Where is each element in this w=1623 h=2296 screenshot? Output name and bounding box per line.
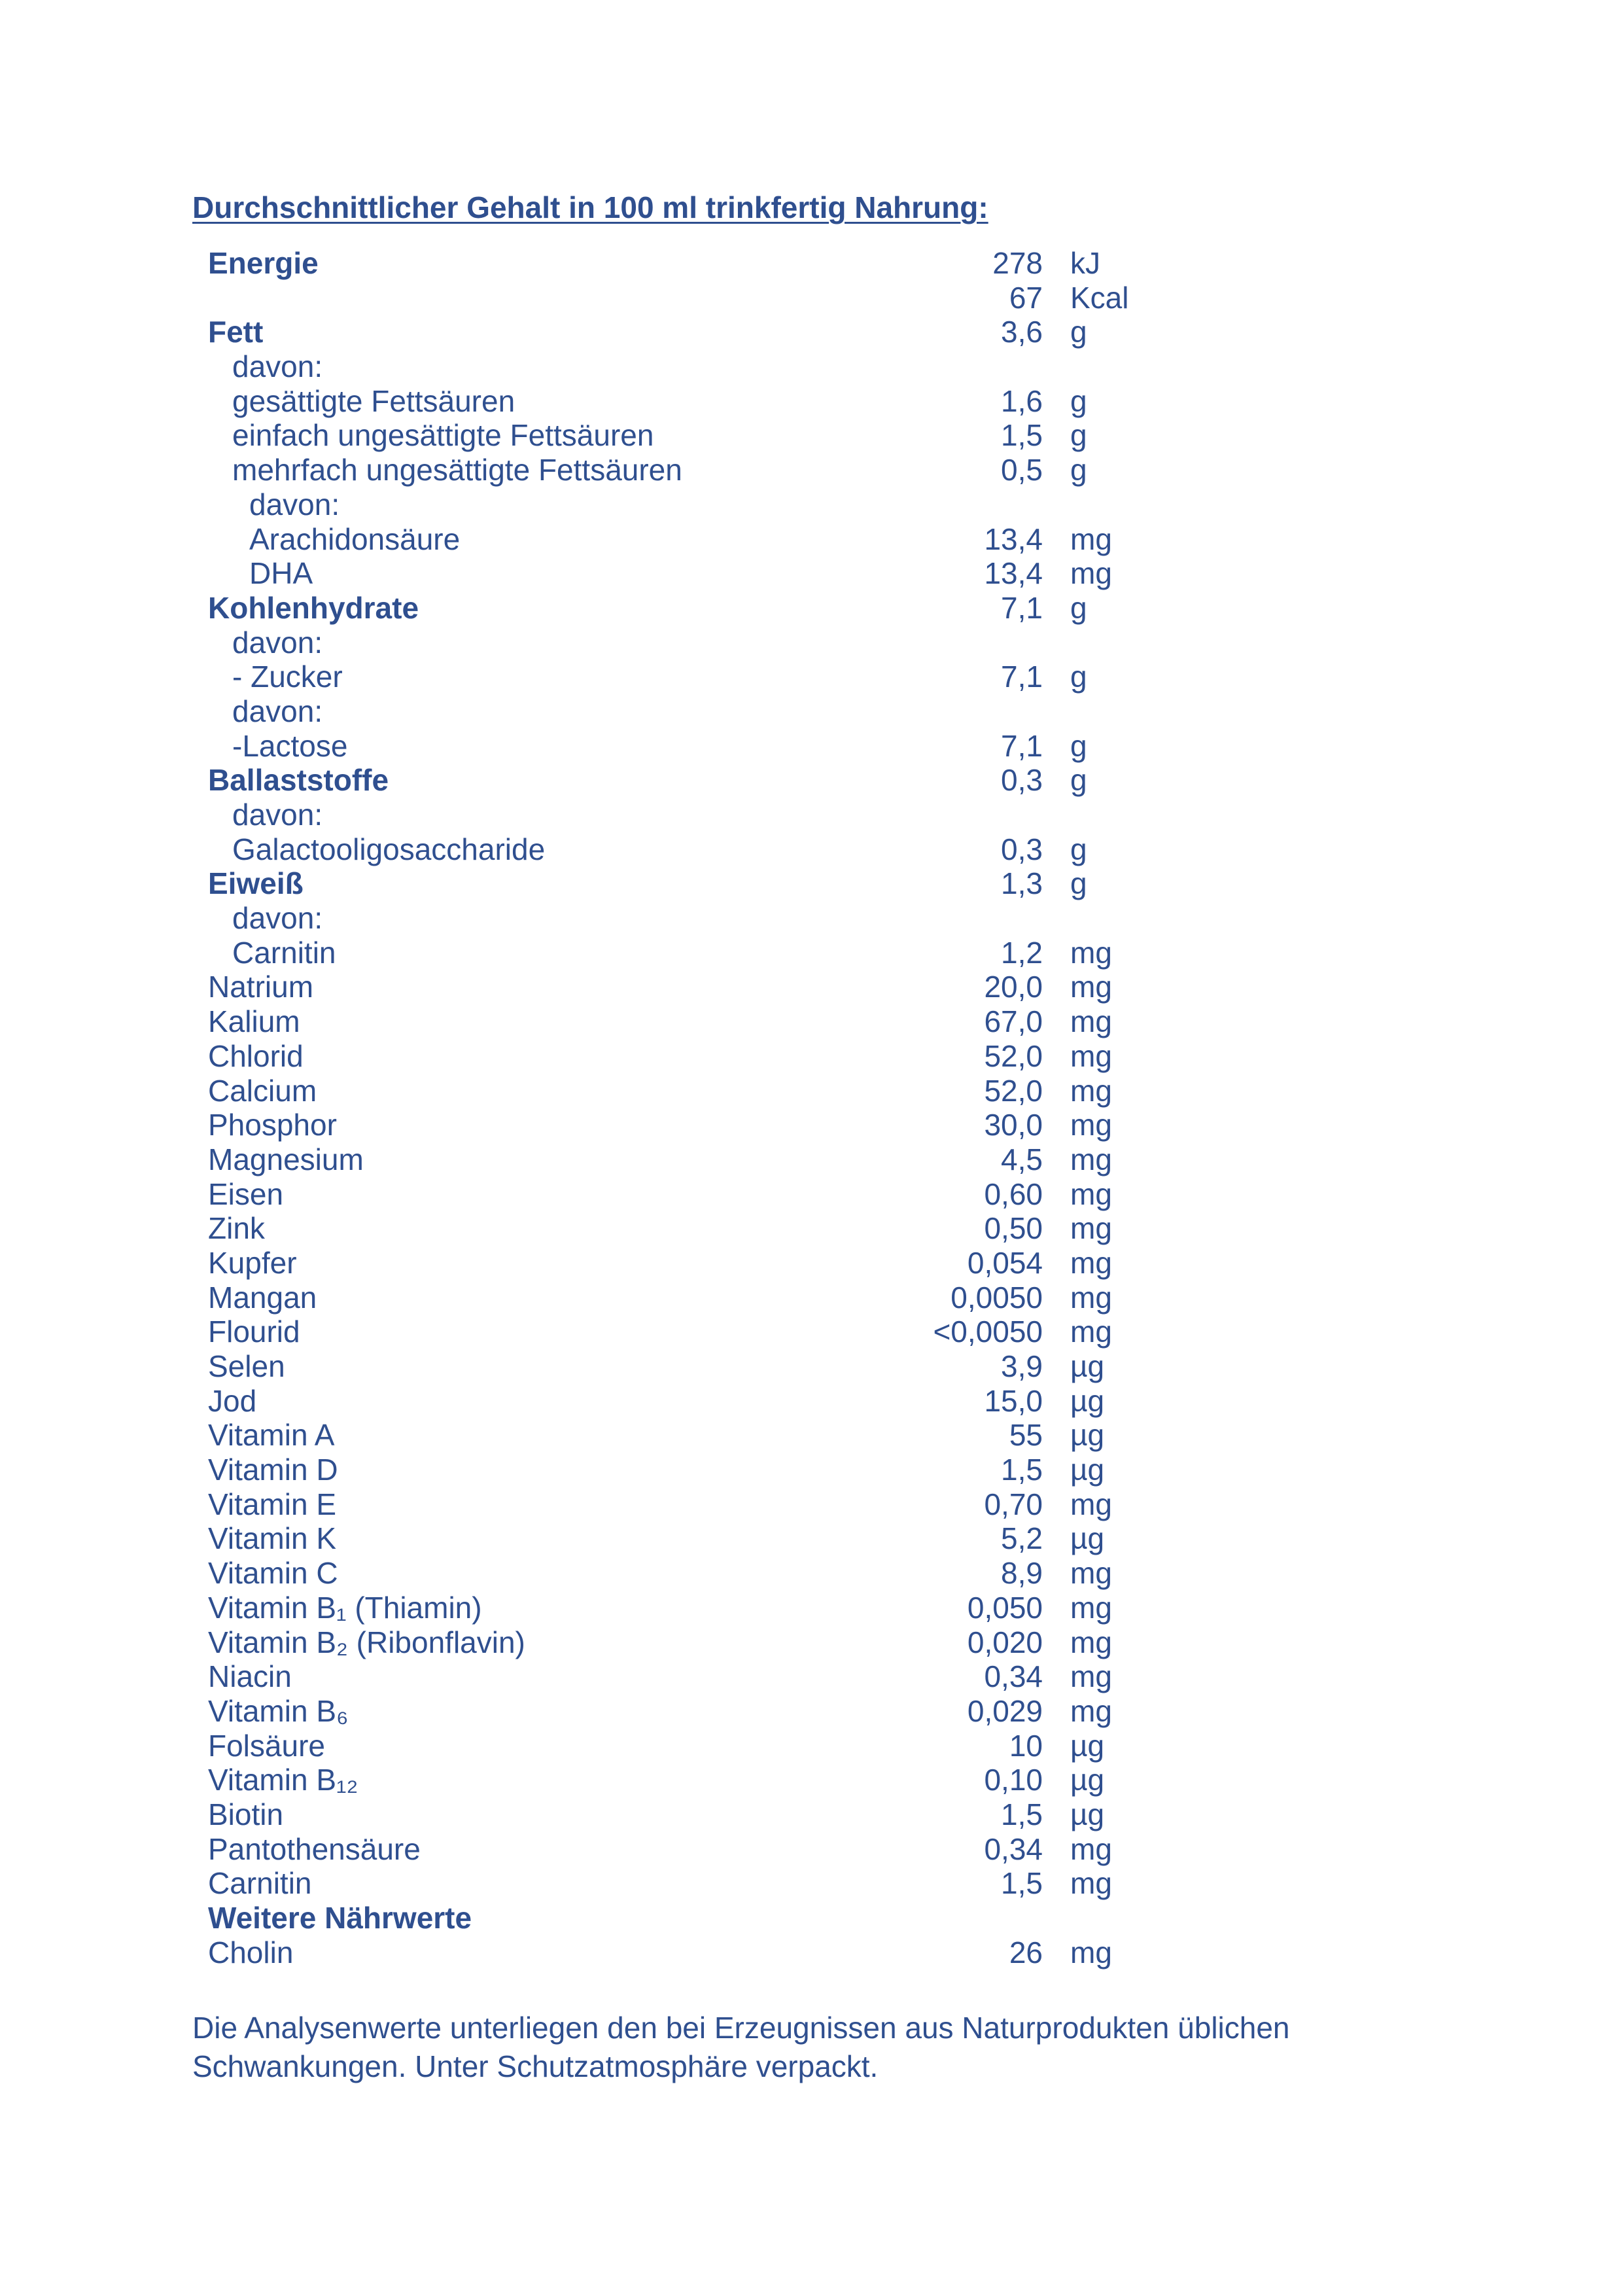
nutrient-value: 0,70	[984, 1487, 1043, 1521]
nutrient-row	[208, 866, 1189, 901]
nutrient-value: <0,0050	[933, 1315, 1043, 1349]
nutrient-value: 7,1	[1001, 728, 1043, 763]
nutrient-value: 67	[1009, 280, 1043, 315]
nutrient-label: Niacin	[208, 1659, 292, 1694]
nutrient-unit: µg	[1070, 1453, 1105, 1487]
nutrient-label: Kalium	[208, 1004, 300, 1039]
nutrient-row	[208, 1384, 1189, 1419]
nutrient-row	[208, 1074, 1189, 1108]
nutrient-unit: mg	[1070, 1590, 1112, 1625]
nutrient-label: Mangan	[208, 1280, 317, 1315]
nutrient-unit: mg	[1070, 1176, 1112, 1211]
nutrient-label: Vitamin B₂ (Ribonflavin)	[208, 1625, 525, 1659]
nutrient-row	[208, 1521, 1189, 1556]
nutrient-unit: µg	[1070, 1763, 1105, 1797]
nutrient-label: Carnitin	[208, 1866, 312, 1901]
nutrient-label: Kohlenhydrate	[208, 590, 419, 625]
nutrient-unit: mg	[1070, 1315, 1112, 1349]
nutrient-row	[208, 591, 1189, 626]
nutrient-label: davon:	[232, 625, 323, 660]
footer-note: Die Analysenwerte unterliegen den bei Erzeugnissen aus Naturprodukten üblichen Schwankungen. Unter Schutzatmosphäre verpackt.	[192, 2011, 1290, 2083]
nutrient-value: 1,5	[1001, 1797, 1043, 1831]
nutrient-unit: g	[1070, 315, 1087, 349]
nutrient-label: mehrfach ungesättigte Fettsäuren	[232, 453, 682, 487]
nutrient-label: Eiweiß	[208, 866, 304, 901]
nutrient-value: 0,0050	[951, 1280, 1043, 1315]
nutrient-row	[208, 1625, 1189, 1660]
nutrient-row	[208, 1211, 1189, 1246]
nutrient-label: Selen	[208, 1349, 285, 1383]
nutrient-row	[208, 626, 1189, 660]
nutrient-label: Biotin	[208, 1797, 284, 1831]
nutrient-value: 13,4	[984, 521, 1043, 556]
nutrient-value: 10	[1009, 1728, 1043, 1763]
nutrient-value: 0,020	[967, 1625, 1043, 1659]
nutrient-row	[208, 1866, 1189, 1901]
nutrient-unit: mg	[1070, 1108, 1112, 1142]
nutrient-unit: mg	[1070, 1487, 1112, 1521]
nutrient-row	[208, 1763, 1189, 1797]
nutrient-unit: mg	[1070, 1866, 1112, 1901]
nutrient-row	[208, 1487, 1189, 1522]
nutrient-unit: mg	[1070, 1280, 1112, 1315]
nutrient-label: Vitamin D	[208, 1453, 338, 1487]
nutrient-label: DHA	[249, 556, 313, 591]
nutrient-unit: µg	[1070, 1728, 1105, 1763]
nutrient-unit: g	[1070, 866, 1087, 901]
nutrient-row	[208, 418, 1189, 453]
nutrient-row	[208, 763, 1189, 798]
nutrient-unit: mg	[1070, 935, 1112, 970]
nutrient-value: 1,5	[1001, 1453, 1043, 1487]
nutrient-value: 7,1	[1001, 590, 1043, 625]
nutrient-label: Kupfer	[208, 1245, 297, 1280]
nutrient-label: Cholin	[208, 1935, 294, 1969]
nutrient-label: davon:	[232, 901, 323, 936]
nutrient-label: - Zucker	[232, 660, 343, 694]
nutrient-row	[208, 1039, 1189, 1074]
nutrient-value: 1,2	[1001, 935, 1043, 970]
nutrient-row	[208, 1797, 1189, 1832]
nutrient-label: Magnesium	[208, 1142, 364, 1176]
nutrient-value: 0,054	[967, 1245, 1043, 1280]
nutrient-value: 4,5	[1001, 1142, 1043, 1176]
nutrient-row	[208, 1004, 1189, 1039]
nutrient-value: 278	[992, 246, 1043, 280]
nutrient-label: Arachidonsäure	[249, 521, 461, 556]
nutrient-label: Energie	[208, 246, 319, 280]
nutrient-value: 30,0	[984, 1108, 1043, 1142]
nutrient-row	[208, 1349, 1189, 1384]
nutrient-label: Folsäure	[208, 1728, 325, 1763]
nutrient-unit: g	[1070, 453, 1087, 487]
nutrient-value: 0,5	[1001, 453, 1043, 487]
nutrient-unit: mg	[1070, 1831, 1112, 1866]
nutrient-row	[208, 1729, 1189, 1763]
nutrient-value: 20,0	[984, 970, 1043, 1004]
nutrient-row	[208, 1832, 1189, 1867]
nutrient-unit: mg	[1070, 1659, 1112, 1694]
nutrient-value: 15,0	[984, 1383, 1043, 1418]
nutrient-row	[208, 1108, 1189, 1142]
nutrient-unit: mg	[1070, 521, 1112, 556]
nutrient-unit: g	[1070, 383, 1087, 418]
nutrient-label: Phosphor	[208, 1108, 337, 1142]
nutrient-row	[208, 694, 1189, 729]
nutrient-label: davon:	[232, 694, 323, 728]
nutrient-value: 13,4	[984, 556, 1043, 591]
nutrient-unit: mg	[1070, 1004, 1112, 1039]
nutrient-value: 5,2	[1001, 1521, 1043, 1556]
nutrient-unit: mg	[1070, 1625, 1112, 1659]
nutrient-unit: mg	[1070, 1693, 1112, 1728]
nutrient-value: 0,34	[984, 1831, 1043, 1866]
nutrient-label: Pantothensäure	[208, 1831, 421, 1866]
nutrient-label: davon:	[232, 349, 323, 384]
nutrient-unit: g	[1070, 590, 1087, 625]
nutrient-row	[208, 901, 1189, 936]
nutrient-value: 0,3	[1001, 763, 1043, 798]
nutrient-value: 55	[1009, 1418, 1043, 1453]
nutrient-row	[208, 315, 1189, 349]
nutrient-value: 26	[1009, 1935, 1043, 1969]
nutrient-row	[208, 1591, 1189, 1625]
nutrient-row	[208, 1453, 1189, 1487]
nutrient-value: 3,9	[1001, 1349, 1043, 1383]
nutrient-unit: mg	[1070, 1245, 1112, 1280]
nutrient-label: Vitamin B₆	[208, 1693, 349, 1728]
nutrient-value: 3,6	[1001, 315, 1043, 349]
nutrient-value: 0,050	[967, 1590, 1043, 1625]
nutrient-unit: µg	[1070, 1418, 1105, 1453]
nutrient-label: Calcium	[208, 1073, 317, 1108]
nutrient-unit: mg	[1070, 970, 1112, 1004]
nutrient-label: davon:	[232, 798, 323, 832]
nutrient-label: Vitamin C	[208, 1556, 338, 1591]
nutrient-unit: g	[1070, 418, 1087, 453]
nutrient-row	[208, 522, 1189, 557]
nutrient-label: davon:	[249, 487, 340, 521]
page-title: Durchschnittlicher Gehalt in 100 ml trinkfertig Nahrung:	[192, 190, 988, 224]
nutrient-value: 52,0	[984, 1038, 1043, 1073]
nutrient-label: Vitamin E	[208, 1487, 337, 1521]
nutrient-label: Fett	[208, 315, 264, 349]
nutrient-row	[208, 1142, 1189, 1177]
nutrient-value: 1,5	[1001, 1866, 1043, 1901]
nutrient-value: 0,3	[1001, 832, 1043, 866]
nutrient-row	[208, 487, 1189, 522]
nutrient-label: Vitamin K	[208, 1521, 337, 1556]
nutrient-row	[208, 660, 1189, 694]
nutrient-row	[208, 1418, 1189, 1453]
nutrient-value: 8,9	[1001, 1556, 1043, 1591]
nutrient-unit: µg	[1070, 1349, 1105, 1383]
nutrient-row	[208, 281, 1189, 315]
nutrient-value: 1,6	[1001, 383, 1043, 418]
nutrient-unit: kJ	[1070, 246, 1100, 280]
nutrient-label: Vitamin A	[208, 1418, 335, 1453]
nutrient-label: gesättigte Fettsäuren	[232, 383, 515, 418]
nutrient-row	[208, 1246, 1189, 1280]
nutrient-value: 52,0	[984, 1073, 1043, 1108]
nutrient-row	[208, 1659, 1189, 1694]
nutrient-row	[208, 1901, 1189, 1935]
nutrition-table	[208, 246, 1189, 1969]
nutrient-row	[208, 970, 1189, 1004]
nutrient-row	[208, 729, 1189, 764]
nutrient-row	[208, 556, 1189, 591]
nutrient-unit: mg	[1070, 556, 1112, 591]
nutrient-unit: g	[1070, 832, 1087, 866]
nutrient-label: Eisen	[208, 1176, 284, 1211]
nutrient-row	[208, 246, 1189, 281]
nutrient-row	[208, 384, 1189, 419]
nutrient-label: Carnitin	[232, 935, 336, 970]
nutrient-value: 1,3	[1001, 866, 1043, 901]
nutrient-row	[208, 1694, 1189, 1729]
nutrient-row	[208, 798, 1189, 832]
nutrient-label: Jod	[208, 1383, 257, 1418]
nutrient-label: Galactooligosaccharide	[232, 832, 546, 866]
nutrient-row	[208, 832, 1189, 867]
nutrient-unit: Kcal	[1070, 280, 1129, 315]
nutrient-value: 0,34	[984, 1659, 1043, 1694]
nutrient-unit: µg	[1070, 1797, 1105, 1831]
nutrient-unit: mg	[1070, 1073, 1112, 1108]
nutrient-row	[208, 1177, 1189, 1212]
nutrient-unit: mg	[1070, 1556, 1112, 1591]
nutrient-value: 1,5	[1001, 418, 1043, 453]
nutrient-row	[208, 1315, 1189, 1349]
nutrient-label: Vitamin B₁₂	[208, 1763, 358, 1797]
nutrient-label: Ballaststoffe	[208, 763, 389, 798]
nutrient-value: 0,029	[967, 1693, 1043, 1728]
nutrient-label: einfach ungesättigte Fettsäuren	[232, 418, 654, 453]
nutrient-label: Zink	[208, 1211, 265, 1246]
nutrient-unit: µg	[1070, 1383, 1105, 1418]
nutrient-row	[208, 349, 1189, 384]
nutrient-unit: mg	[1070, 1142, 1112, 1176]
nutrient-row	[208, 453, 1189, 487]
nutrient-label: Chlorid	[208, 1038, 304, 1073]
nutrient-unit: µg	[1070, 1521, 1105, 1556]
nutrient-value: 0,50	[984, 1211, 1043, 1246]
nutrient-unit: g	[1070, 763, 1087, 798]
nutrient-value: 67,0	[984, 1004, 1043, 1039]
nutrient-label: Natrium	[208, 970, 314, 1004]
nutrient-row	[208, 1935, 1189, 1970]
nutrient-unit: mg	[1070, 1211, 1112, 1246]
nutrient-value: 7,1	[1001, 660, 1043, 694]
nutrient-unit: g	[1070, 660, 1087, 694]
nutrient-value: 0,60	[984, 1176, 1043, 1211]
nutrient-label: Weitere Nährwerte	[208, 1901, 472, 1935]
nutrient-label: Flourid	[208, 1315, 300, 1349]
nutrient-unit: mg	[1070, 1038, 1112, 1073]
nutrient-row	[208, 936, 1189, 970]
nutrient-unit: mg	[1070, 1935, 1112, 1969]
nutrient-value: 0,10	[984, 1763, 1043, 1797]
nutrient-row	[208, 1280, 1189, 1315]
nutrient-unit: g	[1070, 728, 1087, 763]
nutrient-row	[208, 1556, 1189, 1591]
nutrient-label: Vitamin B₁ (Thiamin)	[208, 1590, 482, 1625]
nutrient-label: -Lactose	[232, 728, 348, 763]
